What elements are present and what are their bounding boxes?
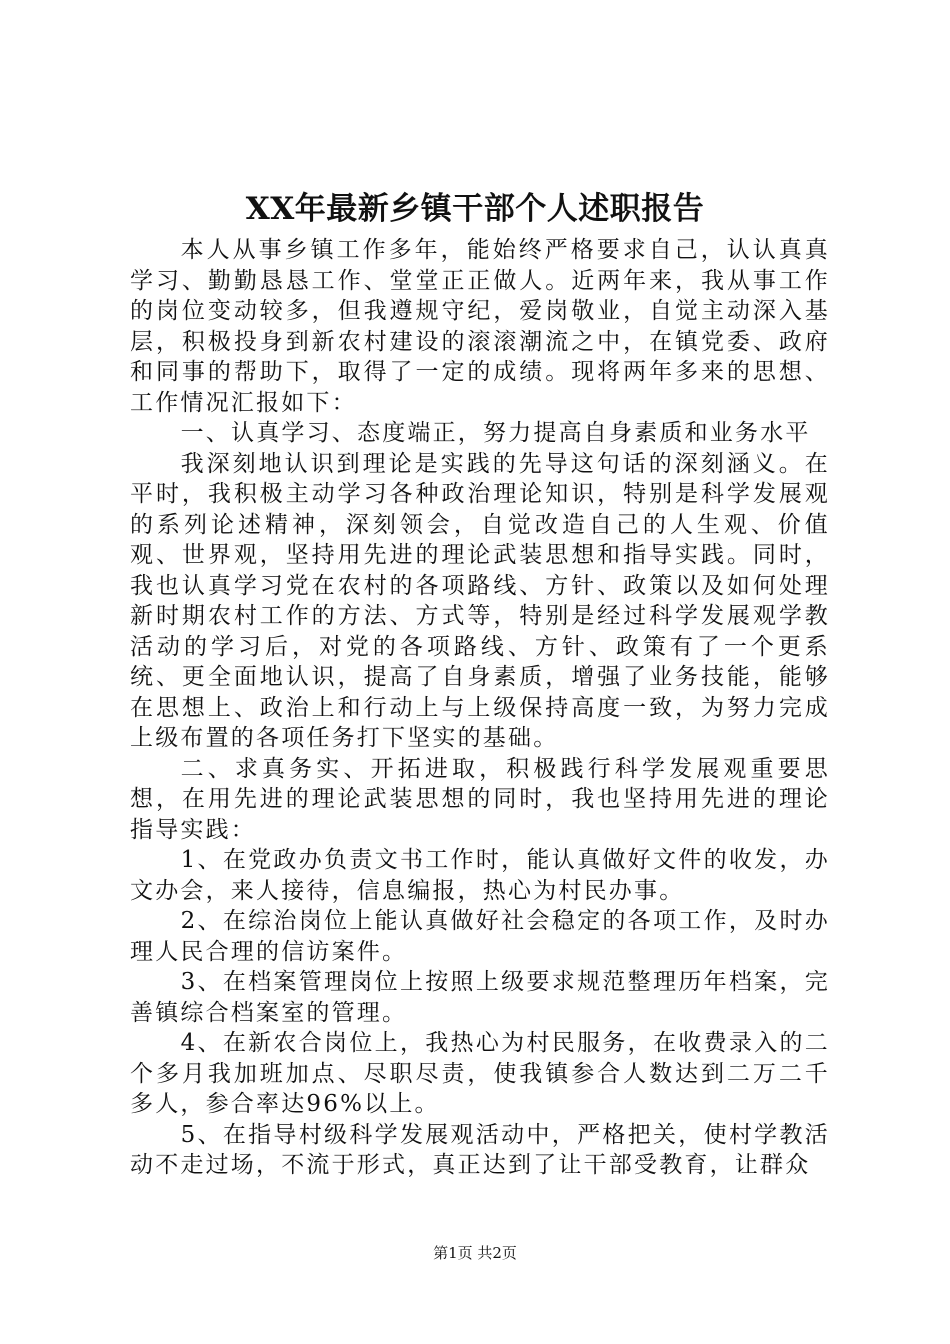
list-item-1: 1、在党政办负责文书工作时，能认真做好文件的收发，办文办会，来人接待，信息编报，热心为村民办事。 [130, 847, 830, 904]
paragraph-intro: 本人从事乡镇工作多年，能始终严格要求自己，认认真真学习、勤勤恳恳工作、堂堂正正做人。近两年来，我从事工作的岗位变动较多，但我遵规守纪，爱岗敬业，自觉主动深入基层，积极投身到新农村建设的滚滚潮流之中，在镇党委、政府和同事的帮助下，取得了一定的成绩。现将两年多来的思想、工作情况汇报如下： [130, 237, 830, 416]
document-title: XX年最新乡镇干部个人述职报告 [245, 191, 705, 227]
section-heading-2: 二、求真务实、开拓进取，积极践行科学发展观重要思想，在用先进的理论武装思想的同时，我也坚持用先进的理论指导实践： [130, 755, 830, 843]
page-number-footer: 第1页 共2页 [433, 1244, 517, 1262]
list-item-5: 5、在指导村级科学发展观活动中，严格把关，使村学教活动不走过场，不流于形式，真正达到了让干部受教育，让群众 [130, 1121, 830, 1178]
list-item-3: 3、在档案管理岗位上按照上级要求规范整理历年档案，完善镇综合档案室的管理。 [130, 969, 830, 1026]
document-body [130, 235, 830, 1181]
list-item-2: 2、在综治岗位上能认真做好社会稳定的各项工作，及时办理人民合理的信访案件。 [130, 908, 830, 965]
section-heading-1: 一、认真学习、态度端正，努力提高自身素质和业务水平 [180, 420, 811, 446]
list-item-4: 4、在新农合岗位上，我热心为村民服务，在收费录入的二个多月我加班加点、尽职尽责，使我镇参合人数达到二万二千多人，参合率达96%以上。 [130, 1030, 830, 1117]
paragraph-study: 我深刻地认识到理论是实践的先导这句话的深刻涵义。在平时，我积极主动学习各种政治理论知识，特别是科学发展观的系列论述精神，深刻领会，自觉改造自己的人生观、价值观、世界观，坚持用先进的理论武装思想和指导实践。同时，我也认真学习党在农村的各项路线、方针、政策以及如何处理新时期农村工作的方法、方式等，特别是经过科学发展观学教活动的学习后，对党的各项路线、方针、政策有了一个更系统、更全面地认识，提高了自身素质，增强了业务技能，能够在思想上、政治上和行动上与上级保持高度一致，为努力完成上级布置的各项任务打下坚实的基础。 [130, 450, 830, 751]
